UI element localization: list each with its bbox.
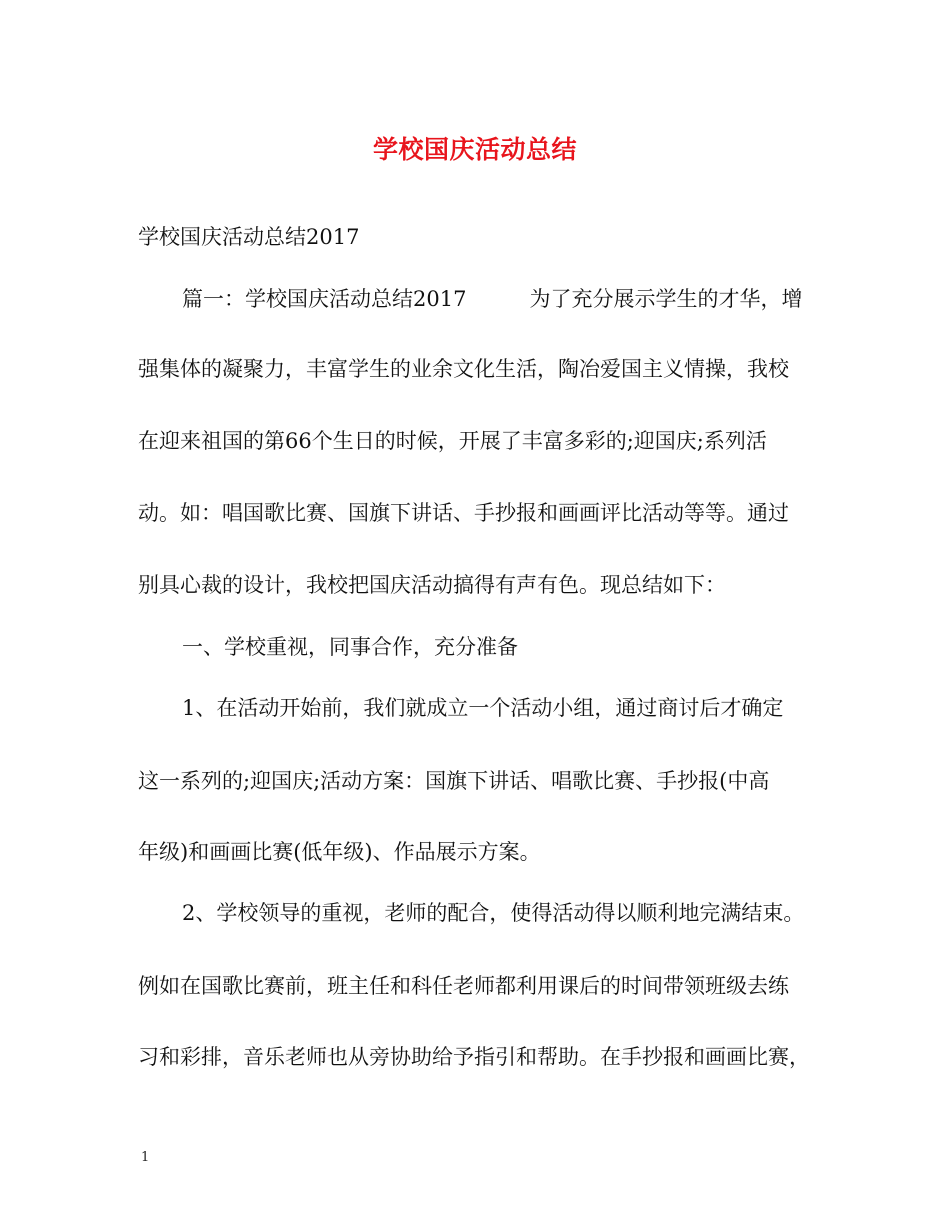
paragraph-line: 2、学校领导的重视，老师的配合，使得活动得以顺利地完满结束。 <box>182 901 805 925</box>
paragraph-line: 在迎来祖国的第66个生日的时候，开展了丰富多彩的;迎国庆;系列活 <box>138 429 767 453</box>
paragraph-line: 篇一：学校国庆活动总结2017 为了充分展示学生的才华，增 <box>182 287 803 311</box>
section-heading: 一、学校重视，同事合作，充分准备 <box>182 635 518 659</box>
paragraph-line: 1、在活动开始前，我们就成立一个活动小组，通过商讨后才确定 <box>182 696 784 720</box>
document-subtitle: 学校国庆活动总结2017 <box>138 225 360 249</box>
paragraph-line: 例如在国歌比赛前，班主任和科任老师都利用课后的时间带领班级去练 <box>138 974 789 998</box>
paragraph-line: 这一系列的;迎国庆;活动方案：国旗下讲话、唱歌比赛、手抄报(中高 <box>138 769 770 793</box>
document-title: 学校国庆活动总结 <box>372 135 577 164</box>
page-number: 1 <box>141 1150 150 1165</box>
paragraph-line: 别具心裁的设计，我校把国庆活动搞得有声有色。现总结如下： <box>138 573 726 597</box>
paragraph-line: 年级)和画画比赛(低年级)、作品展示方案。 <box>138 840 541 864</box>
paragraph-line: 动。如：唱国歌比赛、国旗下讲话、手抄报和画画评比活动等等。通过 <box>138 501 789 525</box>
paragraph-line: 习和彩排，音乐老师也从旁协助给予指引和帮助。在手抄报和画画比赛， <box>138 1045 810 1069</box>
paragraph-line: 强集体的凝聚力，丰富学生的业余文化生活，陶冶爱国主义情操，我校 <box>138 357 789 381</box>
